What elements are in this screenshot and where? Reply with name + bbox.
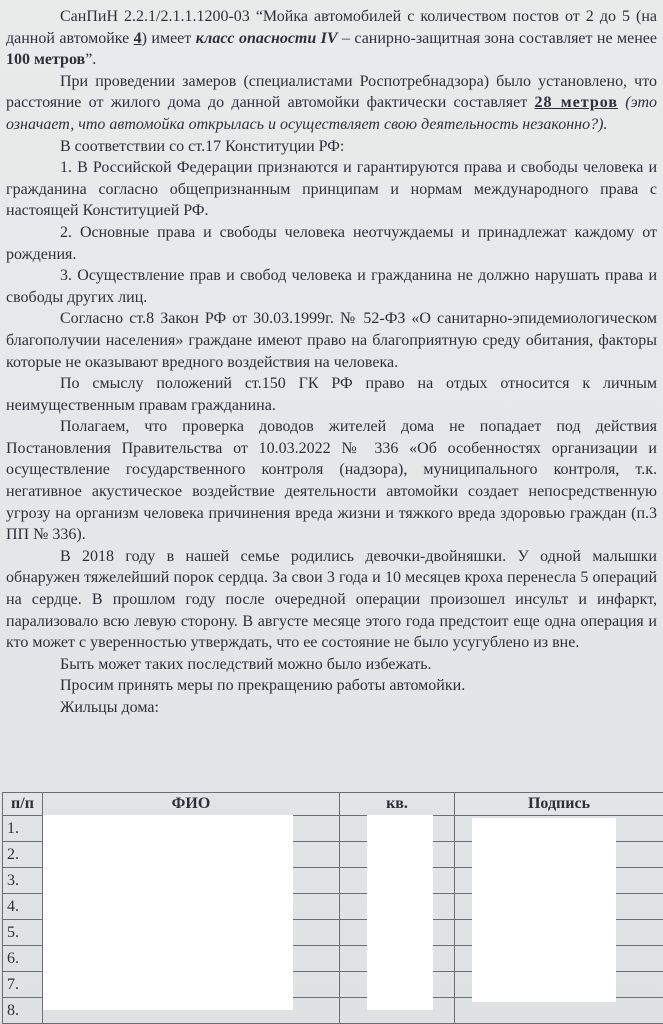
header-apartment: кв. bbox=[340, 793, 455, 816]
text-run: ”. bbox=[85, 51, 97, 69]
text-run: – санирно-защитная зона составляет не менее bbox=[337, 29, 657, 47]
row-number: 3. bbox=[3, 868, 43, 894]
text-run: ) имеет bbox=[141, 29, 196, 47]
paragraph-sanpin bbox=[6, 6, 657, 71]
row-number: 1. bbox=[3, 816, 43, 842]
zone-distance: 100 метров bbox=[6, 51, 86, 69]
header-signature: Подпись bbox=[455, 793, 663, 816]
text-run: СанПиН 2.2.1/2.1.1.1200-03 “Мойка автомобилей с количеством постов от 2 до 5 (на данной автомойке bbox=[6, 8, 657, 47]
italic-remark: (это означает, что автомойка открылась и осуществляет свою деятельность незаконно?). bbox=[6, 94, 657, 133]
paragraph-constitution-3: 3. Осуществление прав и свобод человека и гражданина не должно нарушать права и свободы других лиц. bbox=[6, 267, 657, 306]
posts-count: 4 bbox=[133, 29, 142, 47]
row-number: 6. bbox=[3, 946, 43, 972]
paragraph-measurement bbox=[6, 71, 657, 136]
paragraph-government-decree: Полагаем, что проверка доводов жителей дома не попадает под действия Постановления Правительства от 10.03.2022 № 336 «Об особенностях организации и осуществление государственного контроля (надзора), муниципального контроля, т.к. негативное акустическое воздействие деятельности автомойки создает непосредственную угрозу на организм человека причинения вреда жизни и тяжкого вреда здоровью граждан (п.3 ПП № 336). bbox=[6, 418, 657, 544]
header-name: ФИО bbox=[43, 793, 340, 816]
redaction-signature-column bbox=[472, 818, 616, 1002]
paragraph-constitution-1: 1. В Российской Федерации признаются и гарантируются права и свободы человека и гражданина согласно общепризнанным принципам и нормам международного права с настоящей Конституцией РФ. bbox=[6, 159, 657, 220]
row-number: 7. bbox=[3, 972, 43, 998]
paragraph-constitution-2: 2. Основные права и свободы человека неотчуждаемы и принадлежат каждому от рождения. bbox=[6, 223, 657, 263]
redaction-apartment-column bbox=[367, 815, 433, 1010]
hazard-class: класс опасности IV bbox=[195, 29, 338, 47]
header-number: п/п bbox=[3, 793, 43, 816]
row-number: 4. bbox=[3, 894, 43, 920]
paragraph-sanitary-law: Согласно ст.8 Закон РФ от 30.03.1999г. № 52-ФЗ «О санитарно-эпидемиологическом благополучии населения» граждане имеют право на благоприятную среду обитания, факторы которые не оказывают вредного воздействия на человека. bbox=[6, 310, 657, 371]
text-run: При проведении замеров (специалистами Роспотребнадзора) было установлено, что расстояние от жилого дома до данной автомойки фактически составляет bbox=[6, 72, 657, 112]
row-number: 8. bbox=[3, 998, 43, 1024]
row-number: 5. bbox=[3, 920, 43, 946]
paragraph-consequences: Быть может таких последствий можно было избежать. bbox=[60, 655, 432, 673]
redaction-name-column bbox=[43, 815, 293, 1010]
paragraph-civil-code: По смыслу положений ст.150 ГК РФ право на отдых относится к личным неимущественным правам гражданина. bbox=[6, 375, 657, 414]
paragraph-residents: Жильцы дома: bbox=[60, 699, 159, 716]
paragraph-family-story: В 2018 году в нашей семье родились девочки-двойняшки. У одной малышки обнаружен тяжелейший порок сердца. За свои 3 года и 10 месяцев кроха перенесла 5 операций на сердце. В прошлом году после очередной операции произошел инсульт и инфаркт, парализовало всю левую сторону. В августе месяце этого года предстоит еще одна операция и кто может с уверенностью утверждать, что ее состояние не было усугублено из вне. bbox=[6, 547, 657, 652]
row-number: 2. bbox=[3, 842, 43, 868]
paragraph-constitution-intro: В соответствии со ст.17 Конституции РФ: bbox=[60, 137, 345, 155]
actual-distance: 28 метров bbox=[534, 94, 618, 112]
paragraph-request: Просим принять меры по прекращению работы автомойки. bbox=[60, 677, 466, 695]
table-header-row bbox=[3, 793, 663, 816]
letter-body bbox=[6, 6, 657, 719]
